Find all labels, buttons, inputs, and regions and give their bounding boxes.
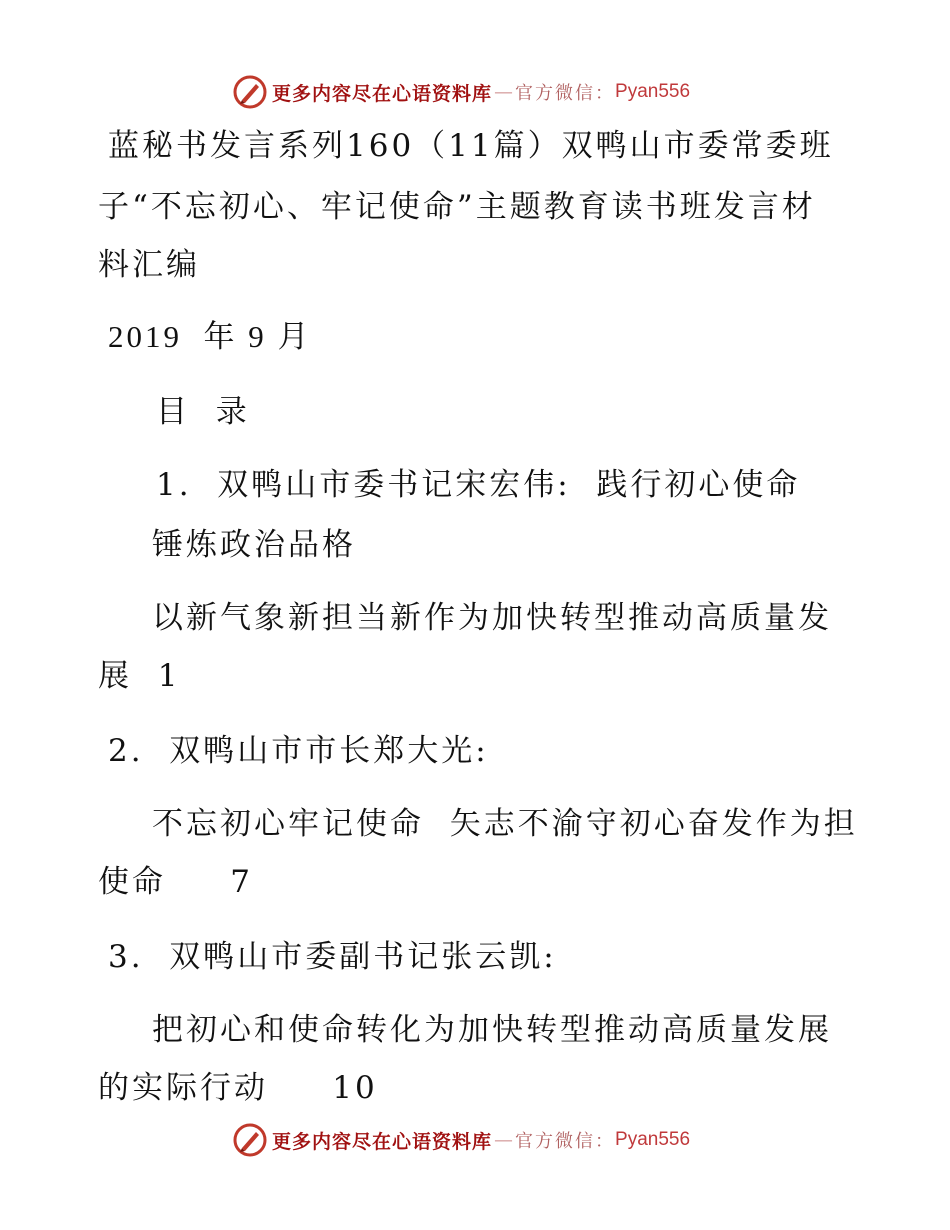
toc-item-2-line-3: 使命 7 (98, 864, 253, 900)
pen-logo-icon (232, 74, 268, 110)
banner-slogan: 更多内容尽在心语资料库 (272, 1130, 493, 1153)
banner-wechat-id: Pyan556 (615, 81, 691, 102)
banner-wechat-id: Pyan556 (615, 1129, 691, 1150)
toc-item-3-line-1: 3. 双鸭山市委副书记张云凯: (108, 939, 557, 975)
toc-heading: 目 录 (156, 394, 250, 430)
toc-item-1-line-2: 锤炼政治品格 (152, 527, 356, 563)
pen-logo-icon (232, 1122, 268, 1158)
toc-item-2-line-1: 2. 双鸭山市市长郑大光: (108, 733, 489, 769)
title-line-2: 子“不忘初心、牢记使命”主题教育读书班发言材 (98, 189, 816, 225)
footer-banner (232, 1120, 690, 1160)
title-line-1: 蓝秘书发言系列160（11篇）双鸭山市委常委班 (108, 128, 834, 164)
banner-wechat-label: 官方微信： (515, 83, 616, 104)
toc-item-1-line-1: 1. 双鸭山市委书记宋宏伟: 践行初心使命 (156, 467, 801, 503)
title-line-3: 料汇编 (98, 247, 200, 283)
toc-item-1-line-4: 展 1 (98, 658, 181, 694)
toc-item-1-line-3: 以新气象新担当新作为加快转型推动高质量发 (152, 600, 832, 636)
document-date: 2019 年 9 月 (108, 319, 312, 354)
banner-dash: — (494, 81, 514, 103)
toc-item-2-line-2: 不忘初心牢记使命 矢志不渝守初心奋发作为担 (152, 806, 858, 842)
banner-slogan: 更多内容尽在心语资料库 (272, 82, 493, 105)
banner-wechat-label: 官方微信： (515, 1131, 616, 1152)
toc-item-3-line-3: 的实际行动 10 (98, 1070, 378, 1106)
toc-item-3-line-2: 把初心和使命转化为加快转型推动高质量发展 (152, 1012, 832, 1048)
banner-dash: — (494, 1129, 514, 1151)
header-banner (232, 72, 690, 112)
